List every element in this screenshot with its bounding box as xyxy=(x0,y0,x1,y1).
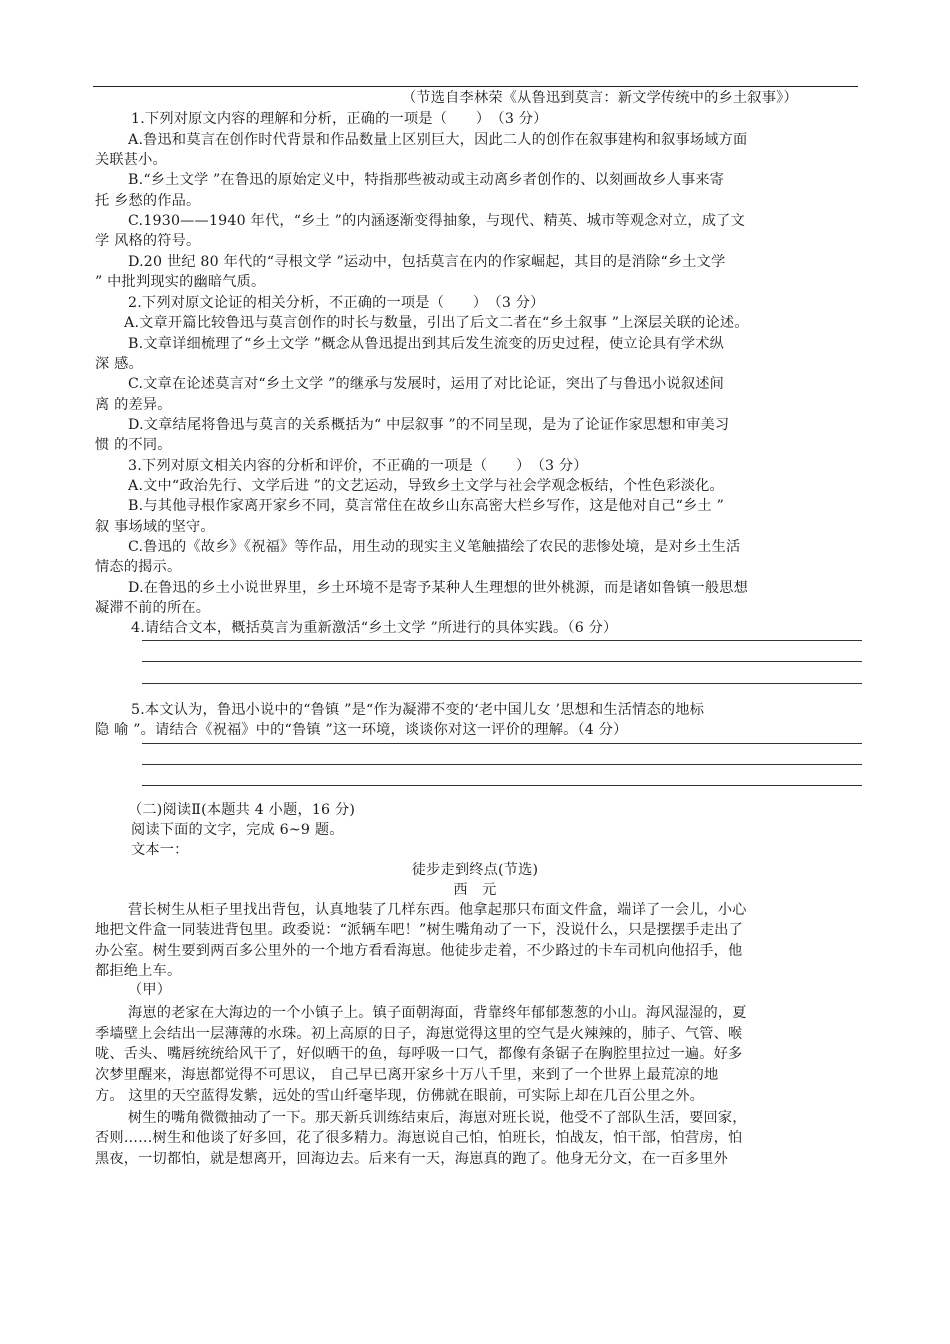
q3-stem: 3.下列对原文相关内容的分析和评价，不正确的一项是（ ） （3 分） xyxy=(128,458,588,474)
q3-option-c-cont: 情态的揭示。 xyxy=(95,559,182,575)
q3-option-d: D.在鲁迅的乡土小说世界里，乡土环境不是寄予某种人生理想的世外桃源，而是诸如鲁镇一般思想 xyxy=(128,580,749,596)
passage-title: 徒步走到终点(节选) xyxy=(411,862,539,878)
q3-option-b-cont: 叙 事场域的坚守。 xyxy=(95,519,215,535)
q2-option-b-cont: 深 感。 xyxy=(95,356,143,372)
q3-option-a: A.文中“政治先行、文学后进 ”的文艺运动，导致乡土文学与社会学观念板结，个性色彩淡化。 xyxy=(128,478,724,494)
q1-option-a-cont: 关联甚小。 xyxy=(95,152,167,168)
passage-p1-line-1: 营长树生从柜子里找出背包，认真地装了几样东西。他拿起那只布面文件盒，端详了一会儿，小心 xyxy=(128,902,747,918)
q2-option-d-cont: 惯 的不同。 xyxy=(95,437,172,453)
q5-stem: 5.本文认为，鲁迅小说中的“鲁镇 ”是“作为凝滞不变的‘老中国儿女 ’思想和生活情态的地标 xyxy=(131,702,705,718)
passage-p3-line-3: 黑夜，一切都怕，就是想离开，回海边去。后来有一天，海崽真的跑了。他身无分文，在一百多里外 xyxy=(95,1151,729,1167)
q1-option-b-cont: 托 乡愁的作品。 xyxy=(95,193,201,209)
passage-p2-line-4: 次梦里醒来，海崽都觉得不可思议， 自己早已离开家乡十万八千里，来到了一个世界上最荒凉的地 xyxy=(95,1067,719,1083)
passage-p2-line-1: 海崽的老家在大海边的一个小镇子上。镇子面朝海面，背靠终年郁郁葱葱的小山。海风湿湿的，夏 xyxy=(128,1005,747,1021)
q5-answer-line-3[interactable] xyxy=(142,785,862,786)
passage-p1-line-4: 都拒绝上车。 xyxy=(95,963,182,979)
source-note: （节选自李林荣《从鲁迅到莫言：新文学传统中的乡土叙事》） xyxy=(402,90,798,106)
passage-p1-line-2: 地把文件盒一同装进背包里。政委说：“派辆车吧！”树生嘴角动了一下，没说什么，只是摆摆手走出了 xyxy=(95,922,743,938)
q4-answer-line-2[interactable] xyxy=(142,661,862,662)
q1-option-c: C.1930——1940 年代，“乡土 ”的内涵逐渐变得抽象，与现代、精英、城市等观念对立，成了文 xyxy=(128,213,745,229)
section2-header: （二)阅读Ⅱ(本题共 4 小题，16 分) xyxy=(128,802,356,818)
q2-stem: 2.下列对原文论证的相关分析，不正确的一项是（ ） （3 分） xyxy=(128,295,545,311)
q4-answer-line-1[interactable] xyxy=(142,640,862,641)
passage-author: 西 元 xyxy=(453,882,497,898)
q1-stem: 1.下列对原文内容的理解和分析，正确的一项是（ ） （3 分） xyxy=(131,111,548,127)
passage-p2-line-5: 方。 这里的天空蓝得发紫，远处的雪山纤毫毕现，仿佛就在眼前，可实际上却在几百公里之外。 xyxy=(95,1088,704,1104)
q3-option-d-cont: 凝滞不前的所在。 xyxy=(95,600,211,616)
passage-mark-jia: （甲） xyxy=(128,982,172,998)
q4-answer-line-3[interactable] xyxy=(142,683,862,684)
passage-p1-line-3: 办公室。树生要到两百多公里外的一个地方看看海崽。他徒步走着，不少路过的卡车司机向他招手，他 xyxy=(95,943,743,959)
q3-option-b: B.与其他寻根作家离开家乡不同，莫言常住在故乡山东高密大栏乡写作，这是他对自己“乡土 ” xyxy=(128,498,725,514)
q2-option-c-cont: 离 的差异。 xyxy=(95,397,172,413)
q5-stem-cont: 隐 喻 ”。请结合《祝福》中的“鲁镇 ”这一环境，谈谈你对这一评价的理解。（4 分） xyxy=(95,722,628,738)
passage-p3-line-2: 否则……树生和他谈了好多回，花了很多精力。海崽说自己怕，怕班长，怕战友，怕干部，怕营房，怕 xyxy=(95,1130,743,1146)
q3-option-c: C.鲁迅的《故乡》《祝福》等作品，用生动的现实主义笔触描绘了农民的悲惨处境，是对乡土生活 xyxy=(128,539,741,555)
q1-option-b: B.“乡土文学 ”在鲁迅的原始定义中，特指那些被动或主动离乡者创作的、以刻画故乡人事来寄 xyxy=(128,172,725,188)
q1-option-d-cont: ” 中批判现实的幽暗气质。 xyxy=(95,274,266,290)
q5-answer-line-1[interactable] xyxy=(142,743,862,744)
q5-answer-line-2[interactable] xyxy=(142,764,862,765)
q2-option-c: C.文章在论述莫言对“乡土文学 ”的继承与发展时，运用了对比论证，突出了与鲁迅小说叙述间 xyxy=(128,376,724,392)
section2-text-label: 文本一： xyxy=(131,842,189,858)
top-rule xyxy=(93,86,858,87)
passage-p2-line-2: 季墙壁上会结出一层薄薄的水珠。初上高原的日子，海崽觉得这里的空气是火辣辣的，肺子、气管、喉 xyxy=(95,1026,743,1042)
q1-option-c-cont: 学 风格的符号。 xyxy=(95,233,201,249)
q2-option-a: A.文章开篇比较鲁迅与莫言创作的时长与数量，引出了后文二者在“乡土叙事 ”上深层关联的论述。 xyxy=(124,315,749,331)
q1-option-d: D.20 世纪 80 年代的“寻根文学 ”运动中，包括莫言在内的作家崛起，其目的是消除“乡土文学 xyxy=(128,254,726,270)
q2-option-b: B.文章详细梳理了“乡土文学 ”概念从鲁迅提出到其后发生流变的历史过程，使立论具有学术纵 xyxy=(128,336,725,352)
passage-p3-line-1: 树生的嘴角微微抽动了一下。那天新兵训练结束后，海崽对班长说，他受不了部队生活，要回家， xyxy=(128,1110,747,1126)
q2-option-d: D.文章结尾将鲁迅与莫言的关系概括为“ 中层叙事 ”的不同呈现，是为了论证作家思想和审美习 xyxy=(128,417,730,433)
passage-p2-line-3: 咙、舌头、嘴唇统统给风干了，好似晒干的鱼，每呼吸一口气，都像有条锯子在胸腔里拉过一遍。好多 xyxy=(95,1046,743,1062)
section2-instruction: 阅读下面的文字，完成 6~9 题。 xyxy=(131,822,344,838)
q4-stem: 4.请结合文本，概括莫言为重新激活“乡土文学 ”所进行的具体实践。（6 分） xyxy=(131,620,618,636)
q1-option-a: A.鲁迅和莫言在创作时代背景和作品数量上区别巨大，因此二人的创作在叙事建构和叙事场域方面 xyxy=(128,132,748,148)
